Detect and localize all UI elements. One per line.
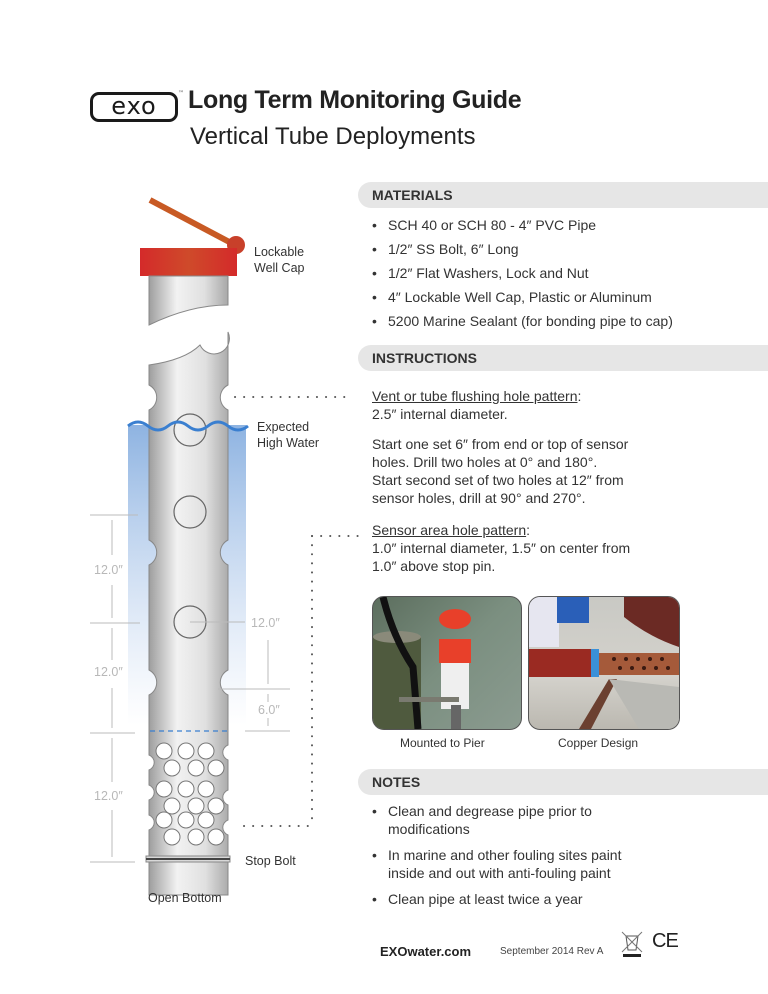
instructions-heading: INSTRUCTIONS — [372, 350, 477, 366]
materials-item: • 4″ Lockable Well Cap, Plastic or Aluminum — [372, 285, 673, 309]
label-well-cap — [254, 244, 304, 276]
vent-para-line: Start second set of two holes at 12″ from — [372, 472, 624, 488]
pier-photo-icon — [373, 597, 521, 729]
materials-item: • 1/2″ Flat Washers, Lock and Nut — [372, 261, 673, 285]
label-stop-bolt: Stop Bolt — [245, 854, 296, 868]
label-line: Lockable — [254, 245, 305, 259]
copper-photo-icon — [529, 597, 679, 729]
dim-left-middle: 12.0″ — [94, 665, 123, 679]
vent-pattern-block — [372, 387, 628, 507]
dim-right-lower: 6.0″ — [258, 703, 280, 717]
pipe-body-icon — [149, 332, 229, 895]
colon: : — [526, 522, 530, 538]
notes-heading: NOTES — [372, 774, 421, 790]
trademark: ™ — [178, 90, 184, 97]
footer-website-link[interactable]: EXOwater.com — [380, 944, 472, 959]
notes-item — [372, 890, 621, 908]
note-line: modifications — [388, 821, 470, 837]
label-line: Well Cap — [254, 261, 305, 275]
page-title: Long Term Monitoring Guide — [188, 86, 522, 114]
notes-item — [372, 802, 621, 838]
dim-left-top: 12.0″ — [94, 563, 123, 577]
weee-bin-icon — [620, 930, 644, 958]
materials-list — [372, 213, 673, 333]
cap-handle-icon — [150, 200, 245, 254]
materials-item: • 5200 Marine Sealant (for bonding pipe to cap) — [372, 309, 673, 333]
materials-item: • SCH 40 or SCH 80 - 4″ PVC Pipe — [372, 213, 673, 237]
label-open-bottom: Open Bottom — [148, 891, 222, 905]
ce-mark-icon: CE — [652, 930, 678, 952]
label-line: Expected — [257, 420, 310, 434]
sensor-line: 1.0″ above stop pin. — [372, 558, 496, 574]
pipe-diagram — [0, 190, 360, 920]
notes-item — [372, 846, 621, 882]
logo-text: exo — [111, 91, 157, 120]
well-cap-icon — [140, 248, 237, 276]
dim-left-bottom: 12.0″ — [94, 789, 123, 803]
exo-logo — [90, 92, 178, 122]
vent-diameter: 2.5″ internal diameter. — [372, 406, 508, 422]
vent-para-line: holes. Drill two holes at 0° and 180°. — [372, 454, 598, 470]
sensor-pattern-title: Sensor area hole pattern — [372, 522, 527, 538]
label-line: High Water — [257, 436, 320, 450]
footer-revision: September 2014 Rev A — [500, 946, 604, 957]
dim-right-upper: 12.0″ — [251, 616, 280, 630]
note-line: inside and out with anti-fouling paint — [388, 865, 611, 881]
notes-list — [372, 802, 621, 916]
photo-mounted-to-pier — [372, 596, 522, 730]
vent-para-line: Start one set 6″ from end or top of sensor — [372, 436, 629, 452]
note-line: • Clean pipe at least twice a year — [388, 891, 583, 907]
sensor-line: 1.0″ internal diameter, 1.5″ on center from — [372, 540, 631, 556]
label-high-water — [257, 419, 319, 451]
sensor-pattern-block — [372, 521, 630, 575]
vent-para-line: sensor holes, drill at 90° and 270°. — [372, 490, 586, 506]
page-subtitle: Vertical Tube Deployments — [190, 123, 476, 150]
colon: : — [577, 388, 582, 404]
materials-heading: MATERIALS — [372, 187, 453, 203]
caption-copper-design: Copper Design — [558, 736, 639, 750]
vent-pattern-title: Vent or tube flushing hole pattern — [372, 388, 578, 404]
note-line: • In marine and other fouling sites paint — [388, 847, 622, 863]
materials-item: • 1/2″ SS Bolt, 6″ Long — [372, 237, 673, 261]
note-line: • Clean and degrease pipe prior to — [388, 803, 592, 819]
stop-bolt-icon — [146, 856, 230, 862]
caption-mounted-to-pier: Mounted to Pier — [400, 736, 485, 750]
photo-copper-design — [528, 596, 680, 730]
